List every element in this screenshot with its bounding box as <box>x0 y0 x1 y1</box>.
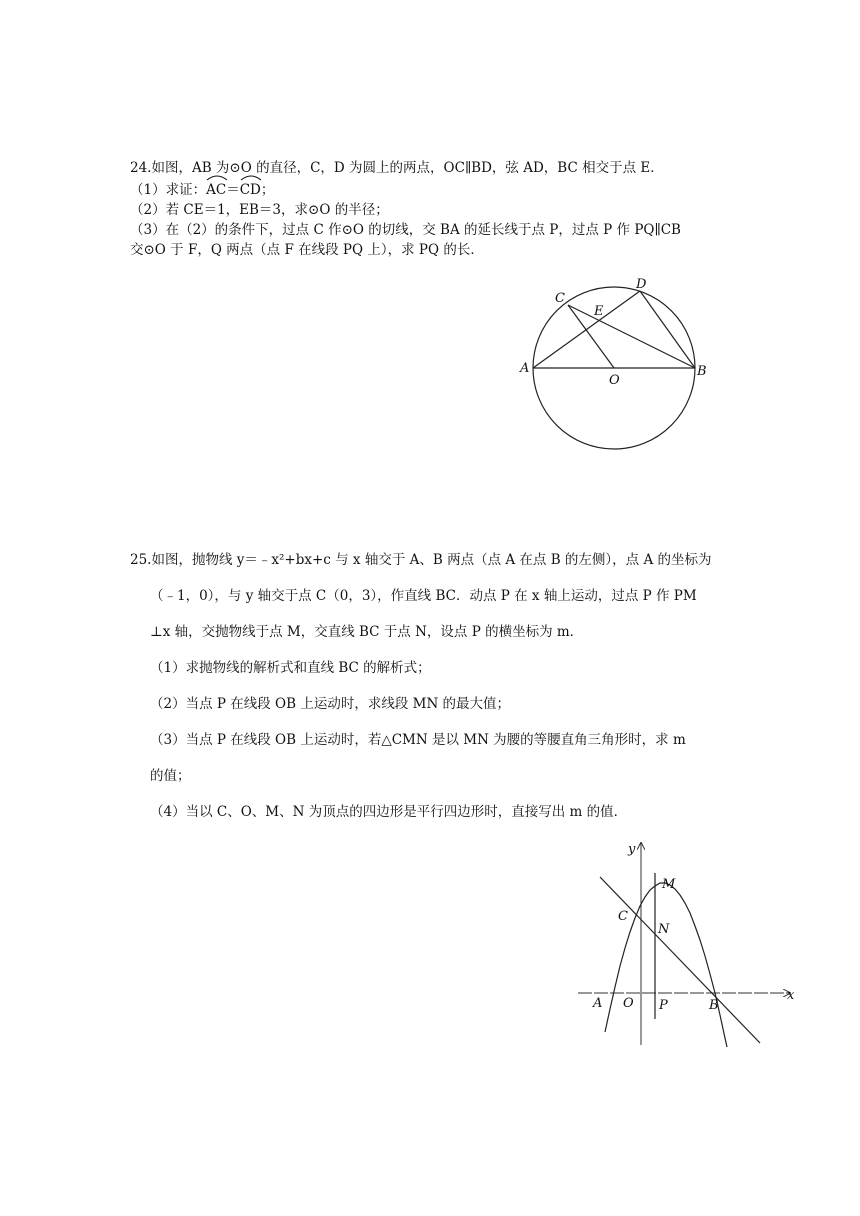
label-a: A <box>520 361 530 376</box>
label-b: B <box>697 364 707 379</box>
label-o: O <box>623 996 634 1011</box>
q24-part3-line2: 交⊙O 于 F，Q 两点（点 F 在线段 PQ 上），求 PQ 的长． <box>130 242 484 258</box>
equals-sign: ＝ <box>226 182 240 198</box>
q25-part1: （1）求抛物线的解析式和直线 BC 的解析式； <box>150 660 431 676</box>
label-b: B <box>709 998 719 1013</box>
arc-cd: CD <box>240 178 261 200</box>
figure-25 <box>570 835 810 1050</box>
label-m: M <box>662 877 676 892</box>
q24-part1-suffix: ； <box>260 182 275 198</box>
label-x: x <box>787 988 795 1003</box>
label-n: N <box>658 922 670 937</box>
label-o: O <box>609 373 620 388</box>
q24-part1-prefix: （1）求证： <box>130 182 207 198</box>
q24-part2: （2）若 CE＝1，EB＝3，求⊙O 的半径； <box>130 202 389 218</box>
q25-part3-line2: 的值； <box>150 768 191 784</box>
label-e: E <box>594 304 604 319</box>
label-c: C <box>618 909 628 924</box>
figure-24 <box>505 268 735 458</box>
q25-stem-line3: ⊥x 轴，交抛物线于点 M，交直线 BC 于点 N，设点 P 的横坐标为 m． <box>150 624 584 640</box>
arc-ac: AC <box>206 178 226 200</box>
line-bc <box>600 877 760 1043</box>
q24-part1 <box>130 178 740 200</box>
arc-mark-icon <box>240 173 262 181</box>
label-c: C <box>555 291 565 306</box>
q24-stem: 24.如图，AB 为⊙O 的直径，C，D 为圆上的两点，OC∥BD，弦 AD，BC 相交于点 E． <box>130 160 664 176</box>
segment-bd <box>640 291 695 368</box>
arc-mark-icon <box>206 173 228 181</box>
question-24 <box>130 158 740 260</box>
q25-stem-line1: 25.如图，抛物线 y＝﹣x²+bx+c 与 x 轴交于 A、B 两点（点 A 在点 B 的左侧），点 A 的坐标为 <box>130 552 712 568</box>
q25-stem-line2: （﹣1，0），与 y 轴交于点 C（0，3），作直线 BC．动点 P 在 x 轴上运动，过点 P 作 PM <box>150 588 697 604</box>
label-d: D <box>636 277 647 292</box>
q25-part2: （2）当点 P 在线段 OB 上运动时，求线段 MN 的最大值； <box>150 696 511 712</box>
q25-part3-line1: （3）当点 P 在线段 OB 上运动时，若△CMN 是以 MN 为腰的等腰直角三角形时，求 m <box>150 732 686 748</box>
question-25 <box>130 542 750 830</box>
label-p: P <box>659 998 668 1013</box>
segment-cb <box>568 305 695 368</box>
q24-part3-line1: （3）在（2）的条件下，过点 C 作⊙O 的切线，交 BA 的延长线于点 P，过点 P 作 PQ∥CB <box>130 222 681 238</box>
parabola <box>605 883 727 1047</box>
label-y: y <box>628 842 636 857</box>
label-a: A <box>593 996 603 1011</box>
q25-part4: （4）当以 C、O、M、N 为顶点的四边形是平行四边形时，直接写出 m 的值． <box>150 804 628 820</box>
